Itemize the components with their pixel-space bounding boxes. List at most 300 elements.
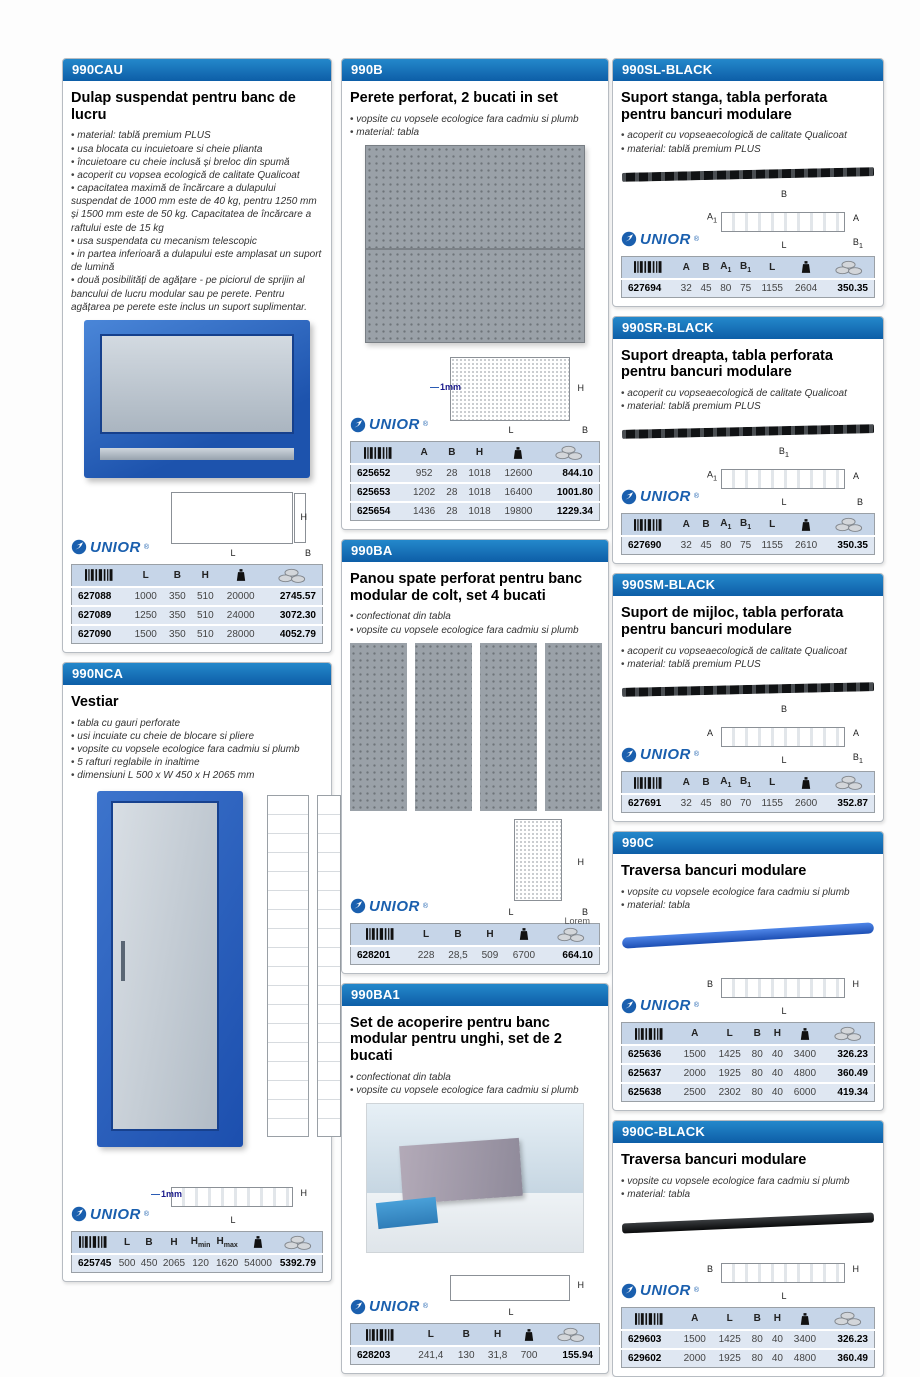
dimension-value: 1436 [407,502,442,521]
feature-bullet: • material: tabla [621,899,875,912]
registered-mark: ® [693,751,700,759]
dimension-value: 4800 [787,1349,822,1368]
cover-photo-image [366,1103,584,1253]
dimension-value: 1925 [712,1064,747,1083]
section-body [613,596,883,821]
dimension-value: 1155 [756,279,789,298]
article-number: 627691 [622,794,677,813]
column-header: A [676,772,696,795]
price-value: 5392.79 [275,1254,323,1273]
unior-logo-text: UNIOR [640,746,691,764]
feature-bullet: • confectionat din tabla [350,610,600,623]
section-code: 990C-BLACK [613,1121,883,1143]
dimension-value: 40 [767,1349,787,1368]
technical-diagram [436,817,590,926]
column-header: B [138,1231,160,1254]
feature-bullet: • usi incuiate cu cheie de blocare si pliere [71,730,323,743]
product-title: Suport stanga, tabla perforata pentru bancuri modulare [621,90,828,123]
diagram-shape [721,212,845,232]
dimension-value: 31,8 [481,1346,514,1365]
dimension-value: 350 [163,625,191,644]
dimension-value: 1425 [712,1330,747,1349]
diagram-shape [171,492,293,544]
article-number: 625745 [72,1254,117,1273]
rail-black-plain-image [622,1207,874,1237]
technical-diagram [707,958,861,1016]
column-header: L [410,1324,451,1347]
dimension-value: 1202 [407,483,442,502]
spec-table [621,513,875,555]
column-header: B [747,1023,767,1046]
price-icon [544,1324,600,1347]
column-header: $H_{max}$ [213,1231,241,1254]
unior-logo [621,995,699,1016]
technical-diagram [707,704,863,766]
dimension-value: 1018 [462,483,497,502]
feature-bullet: • confectionat din tabla [350,1071,600,1084]
price-value: 350.35 [823,536,874,555]
column-header: A [677,1308,712,1331]
dimension-value: 45 [696,794,716,813]
article-number: 625636 [622,1045,678,1064]
dimension-value: 28 [442,483,462,502]
dimension-value: 2604 [789,279,823,298]
dimension-value: 24000 [219,606,262,625]
article-number: 625637 [622,1064,678,1083]
product-section-990SL-BLACK [612,58,884,307]
column-header: L [128,564,163,587]
column-header: B [696,772,716,795]
column-header: H [160,1231,188,1254]
dimension-value: 54000 [241,1254,275,1273]
article-number: 627089 [72,606,129,625]
price-icon [540,442,600,465]
column-header: A [677,1023,712,1046]
feature-list [621,1175,875,1201]
technical-diagram [707,446,863,508]
dimension-value: 130 [451,1346,480,1365]
technical-diagram [707,1243,861,1301]
unior-logo [621,744,699,765]
article-number: 625652 [351,464,407,483]
spec-table-body [72,587,323,644]
column-header: A [676,256,696,279]
diagram-shape [514,819,562,901]
product-title: Vestiar [71,693,119,710]
diagram-shape [721,469,845,489]
feature-bullet: • tabla cu gauri perforate [71,717,323,730]
weight-icon [514,1324,543,1347]
diagram-shape [450,357,570,421]
dimension-label: L [781,1291,787,1302]
column-header: B [696,256,716,279]
dimension-value: 80 [716,279,736,298]
dimension-value: 80 [747,1045,767,1064]
dimension-label: B [780,704,788,715]
section-code: 990BA [342,540,608,562]
price-value: 352.87 [823,794,874,813]
section-code: 990SL-BLACK [613,59,883,81]
feature-bullet: • material: tablă premium PLUS [621,658,875,671]
catalog-column-left [62,58,332,1282]
dimension-label: B [581,425,588,436]
dimension-value: 75 [736,279,756,298]
spec-table [71,564,323,644]
dimension-value: 40 [767,1083,787,1102]
feature-bullet: • acoperit cu vopseaecologică de calitate Qualicoat [621,129,875,142]
registered-mark: ® [422,902,429,910]
dimension-value: 2500 [677,1083,712,1102]
table-row [72,606,323,625]
unior-logo [350,414,428,435]
column-header: $A_1$ [716,256,736,279]
section-body [613,339,883,564]
dimension-value: 510 [191,606,219,625]
table-row [351,946,600,965]
spec-header-row [622,772,875,795]
dimension-value: 1500 [677,1330,712,1349]
weight-icon [789,772,823,795]
barcode-icon [622,514,677,537]
price-icon [823,514,874,537]
article-number: 627690 [622,536,677,555]
dimension-value: 1925 [712,1349,747,1368]
price-value: 326.23 [822,1045,874,1064]
dimension-value: 2610 [789,536,823,555]
dimension-value: 80 [747,1083,767,1102]
feature-list [621,387,875,413]
catalog-column-right [612,58,884,1377]
dimension-label: H [577,856,584,867]
column-header: H [767,1023,787,1046]
dimension-label: H [852,979,859,990]
dimension-label: B [856,497,863,508]
column-header: L [756,256,789,279]
product-title: Dulap suspendat pentru banc de lucru [71,90,296,123]
article-number: 629603 [622,1330,678,1349]
spec-table-body [622,279,875,298]
feature-bullet: • material: tablă premium PLUS [71,129,323,142]
feature-list [621,129,875,155]
spec-table-body [72,1254,323,1273]
barcode-icon [72,1231,117,1254]
unior-logo-text: UNIOR [90,1205,141,1223]
blue-cabinet-image [84,320,310,478]
dimension-value: 80 [747,1330,767,1349]
table-row [622,794,875,813]
dimension-label: L [781,1006,787,1017]
feature-bullet: • vopsite cu vopsele ecologice fara cadmiu si plumb [621,1175,875,1188]
rail-black-image [622,677,874,701]
dimension-value: 228 [411,946,441,965]
diagram-row [71,1167,323,1225]
dimension-value: 4800 [787,1064,822,1083]
registered-mark: ® [693,1002,700,1010]
unior-logo-text: UNIOR [640,230,691,248]
table-row [72,1254,323,1273]
registered-mark: ® [143,1210,150,1218]
column-header: $A_1$ [716,772,736,795]
dimension-value: 20000 [219,587,262,606]
spec-table [350,923,600,965]
dimension-label: L [781,497,787,508]
dimension-value: 80 [716,794,736,813]
dimension-value: 350 [163,606,191,625]
dimension-label: L [508,906,514,917]
dimension-label: — 1mm [430,382,461,392]
dimension-value: 3400 [787,1330,822,1349]
feature-bullet: • 5 rafturi reglabile in inaltime [71,756,323,769]
dimension-value: 2000 [677,1064,712,1083]
feature-list [621,886,875,912]
unior-mark-icon [71,539,87,555]
article-number: 629602 [622,1349,678,1368]
price-icon [275,1231,323,1254]
unior-logo-text: UNIOR [640,488,691,506]
price-value: 3072.30 [262,606,322,625]
dimension-value: 80 [716,536,736,555]
barcode-icon [622,772,677,795]
locker-diagram-column [317,795,341,1137]
product-section-990NCA [62,662,332,1282]
dimension-label: A [707,728,714,739]
technical-diagram [436,1259,586,1317]
spec-table-body [351,464,600,521]
dimension-value: 1250 [128,606,163,625]
dimension-value: 75 [736,536,756,555]
column-header: H [462,442,497,465]
price-icon [823,256,874,279]
unior-mark-icon [621,998,637,1014]
column-header: A [676,514,696,537]
dimension-value: 70 [736,794,756,813]
unior-logo-text: UNIOR [369,897,420,915]
diagram-shape [171,1187,293,1207]
feature-bullet: • vopsite cu vopsele ecologice fara cadmiu si plumb [350,113,600,126]
section-body [342,1006,608,1373]
table-row [72,587,323,606]
product-title: Traversa bancuri modulare [621,1152,807,1169]
panels4-image [350,643,602,811]
product-title: Suport dreapta, tabla perforata pentru bancuri modulare [621,347,833,381]
section-code: 990BA1 [342,984,608,1006]
spec-header-row [72,1231,323,1254]
unior-mark-icon [71,1206,87,1222]
dimension-value: 28 [442,464,462,483]
table-row [351,483,600,502]
unior-logo [621,1280,699,1301]
diagram-row [621,446,875,508]
table-row [351,502,600,521]
dimension-value: 1000 [128,587,163,606]
dimension-value: 2065 [160,1254,188,1273]
dimension-value: 120 [188,1254,213,1273]
dimension-value: 6000 [787,1083,822,1102]
unior-mark-icon [350,898,366,914]
column-header: B [696,514,716,537]
dimension-value: 28000 [219,625,262,644]
section-code: 990CAU [63,59,331,81]
dimension-value: 700 [514,1346,543,1365]
dimension-value: 952 [407,464,442,483]
column-header: B [442,442,462,465]
column-header: L [411,923,441,946]
column-header: H [767,1308,787,1331]
spec-table-head [72,564,323,587]
feature-bullet: • usa blocata cu incuietoare si cheie plianta [71,143,323,156]
spec-table [71,1231,323,1273]
dimension-value: 350 [163,587,191,606]
column-header: L [116,1231,138,1254]
dimension-label: A [852,728,859,739]
barcode-icon [72,564,129,587]
dimension-value: 32 [676,536,696,555]
dimension-value: 1620 [213,1254,241,1273]
price-value: 844.10 [540,464,600,483]
article-number: 625638 [622,1083,678,1102]
registered-mark: ® [422,1303,429,1311]
feature-bullet: • acoperit cu vopseaecologică de calitate Qualicoat [621,387,875,400]
weight-icon [787,1308,822,1331]
unior-logo-text: UNIOR [369,1298,420,1316]
weight-icon [241,1231,275,1254]
product-section-990B [341,58,609,530]
section-body [63,81,331,652]
barcode-icon [351,1324,411,1347]
spec-table-head [622,256,875,279]
spec-table-body [622,536,875,555]
feature-bullet: • vopsite cu vopsele ecologice fara cadmiu si plumb [71,743,323,756]
feature-bullet: • două posibilități de agățare - pe piciorul de sprijin al bancului de lucru modular sau pe perete. Pentru agățarea pe perete este inclus un suport suplimentar. [71,274,323,314]
registered-mark: ® [693,235,700,243]
unior-mark-icon [621,747,637,763]
section-body [342,81,608,529]
barcode-icon [622,256,677,279]
diagram-row [350,817,600,926]
article-number: 625654 [351,502,407,521]
diagram-row [350,349,600,435]
dimension-label: B [707,1264,714,1275]
dimension-value: 510 [191,625,219,644]
section-body [63,685,331,1281]
spec-table-body [351,1346,600,1365]
dimension-label: B [581,906,588,917]
product-section-990BA1 [341,983,609,1374]
technical-diagram [157,484,309,558]
dimension-label: L [781,239,787,250]
unior-logo-text: UNIOR [640,1282,691,1300]
section-body [613,81,883,306]
price-value: 4052.79 [262,625,322,644]
dimension-label: $A_1$ [707,469,718,482]
spec-table-head [72,1231,323,1254]
column-header: L [712,1023,747,1046]
dimension-label: $B_1$ [778,446,790,460]
price-value: 155.94 [544,1346,600,1365]
dimension-value: 32 [676,279,696,298]
feature-bullet: • încuietoare cu cheie inclusă și breloc din spumă [71,156,323,169]
barcode-icon [622,1308,678,1331]
dimension-label: L [508,1307,514,1318]
dimension-value: 19800 [497,502,540,521]
column-header: $A_1$ [716,514,736,537]
spec-table-head [351,1324,600,1347]
feature-bullet: • dimensiuni L 500 x W 450 x H 2065 mm [71,769,323,782]
dimension-label: $B_1$ [852,236,863,250]
spec-table [621,771,875,813]
feature-bullet: • material: tabla [350,126,600,139]
feature-bullet: • acoperit cu vopseaecologică de calitate Qualicoat [621,645,875,658]
dimension-value: 6700 [505,946,543,965]
section-code: 990SR-BLACK [613,317,883,339]
catalog-column-middle [341,58,609,1374]
table-row [622,1045,875,1064]
unior-logo [71,537,149,558]
price-icon [822,1308,874,1331]
article-number: 625653 [351,483,407,502]
dimension-value: 80 [747,1064,767,1083]
dimension-value: 40 [767,1330,787,1349]
table-row [622,1330,875,1349]
spec-table-head [351,442,600,465]
column-header: $B_1$ [736,772,756,795]
spec-header-row [351,1324,600,1347]
dimension-value: 509 [475,946,505,965]
feature-list [350,1071,600,1097]
dimension-value: 1500 [677,1045,712,1064]
feature-bullet: • capacitatea maximă de încărcare a dulapului suspendat de 1000 mm este de 40 kg, pentru 1250 mm și 1500 mm este de 50 kg. Capacitatea de încărcare a raftului este de 15 kg [71,182,323,235]
unior-logo [621,229,699,250]
diagram-row [621,958,875,1016]
price-icon [823,772,874,795]
spec-table-head [622,514,875,537]
dimension-label: H [300,1187,307,1198]
price-value: 350.35 [823,279,874,298]
dimension-value: 1155 [756,794,789,813]
unior-logo [621,486,699,507]
feature-bullet: • material: tablă premium PLUS [621,143,875,156]
section-body [342,562,608,973]
dimension-value: 1425 [712,1045,747,1064]
feature-list [350,610,600,636]
dimension-value: 450 [138,1254,160,1273]
column-header: $B_1$ [736,256,756,279]
price-value: 326.23 [822,1330,874,1349]
diagram-shape [721,727,845,747]
dimension-label: — 1mm [151,1189,182,1199]
product-title: Perete perforat, 2 bucati in set [350,90,558,106]
barcode-icon [622,1023,678,1046]
spec-table [621,256,875,298]
feature-list [71,129,323,314]
dimension-label: B [707,979,714,990]
feature-bullet: • material: tablă premium PLUS [621,400,875,413]
dimension-value: 16400 [497,483,540,502]
diagram-shape [450,1275,570,1301]
price-value: 664.10 [543,946,600,965]
price-value: 1001.80 [540,483,600,502]
column-header: $B_1$ [736,514,756,537]
dimension-label: A [852,470,859,481]
column-header: H [481,1324,514,1347]
product-section-990C-BLACK [612,1120,884,1377]
spec-table-body [622,1045,875,1102]
locker-diagram-column [267,795,309,1137]
product-section-990C [612,831,884,1111]
rail-black-image [622,162,874,186]
table-row [622,279,875,298]
unior-mark-icon [621,1283,637,1299]
